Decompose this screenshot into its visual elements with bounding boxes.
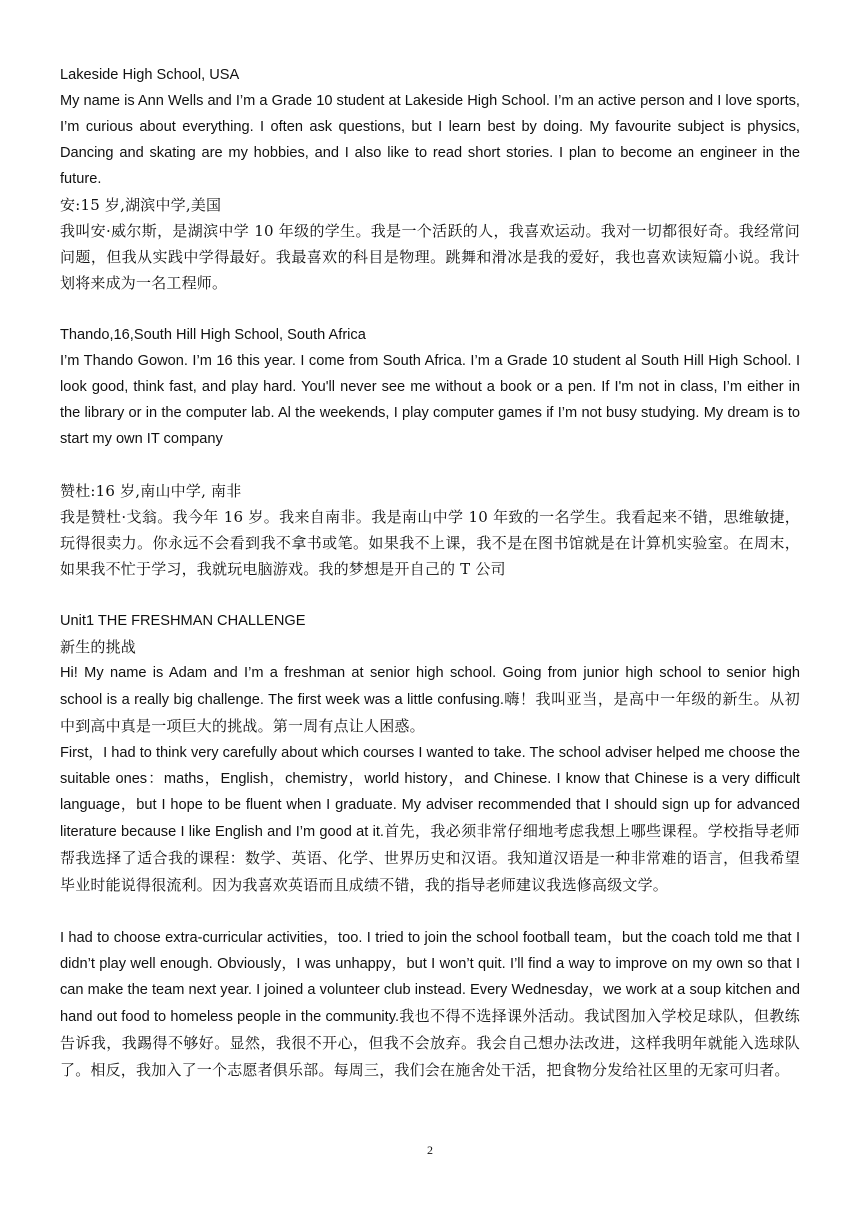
paragraph-cn: 我也不得不选择课外活动。我试图加入学校足球队，但教练告诉我，我踢得不够好。显然，我很不开心，但我不会放弃。我会自己想办法改进，这样我明年就能入选球队了。相反，我加入了一个志愿者俱乐部。每周三，我们会在施舍处干活，把食物分发给社区里的无家可归者。 (60, 1007, 800, 1079)
spacer (60, 296, 800, 322)
section-heading-cn: 安:15 岁,湖滨中学,美国 (60, 196, 222, 214)
spacer (60, 452, 800, 478)
section-heading-cn: 赞杜:16 岁,南山中学, 南非 (60, 482, 242, 500)
spacer (60, 899, 800, 925)
paragraph-cn: 嗨！我叫亚当，是高中一年级的新生。从初中到高中真是一项巨大的挑战。第一周有点让人困惑。 (60, 690, 801, 735)
unit-paragraph-3 (60, 925, 800, 1084)
unit-title: Unit1 THE FRESHMAN CHALLENGE (60, 613, 306, 629)
section-heading-en: Lakeside High School, USA (60, 67, 240, 83)
paragraph-en: First，I had to think very carefully about which courses I wanted to take. The school adviser helped me choose the suitable ones：maths，English，chemistry，world history，and Chinese. I know that Chinese is a very difficult language，but I hope to be fluent when I graduate. My adviser recommended that I should sign up for advanced literature because I like English and I’m good at it. (60, 745, 800, 840)
spacer (60, 582, 800, 608)
unit-title-cn: 新生的挑战 (60, 638, 137, 656)
section-body-en: My name is Ann Wells and I’m a Grade 10 student at Lakeside High School. I’m an active person and I love sports, I’m curious about everything. I often ask questions, but I learn best by doing. My favourite subject is physics, Dancing and skating are my hobbies, and I also like to read short stories. I plan to become an engineer in the future. (60, 93, 800, 187)
section-heading-en: Thando,16,South Hill High School, South Africa (60, 327, 366, 343)
unit-paragraph-2 (60, 740, 800, 899)
page-number: 2 (427, 1143, 433, 1157)
section-body-en: I’m Thando Gowon. I’m 16 this year. I come from South Africa. I’m a Grade 10 student al South Hill High School. I look good, think fast, and play hard. You'll never see me without a book or a pen. If I'm not in class, I’m either in the library or in the computer lab. Al the weekends, I play computer games if I’m not busy studying. My dream is to start my own IT company (60, 353, 800, 447)
unit-paragraph-1 (60, 660, 800, 740)
section-body-cn: 我是赞杜·戈翁。我今年 16 岁。我来自南非。我是南山中学 10 年致的一名学生。我看起来不错，思维敏捷，玩得很卖力。你永远不会看到我不拿书或笔。如果我不上课，我不是在图书馆就是在计算机实验室。在周末，如果我不忙于学习，我就玩电脑游戏。我的梦想是开自己的 T 公司 (60, 508, 800, 578)
paragraph-en: I had to choose extra-curricular activities，too. I tried to join the school football team，but the coach told me that I didn’t play well enough. Obviously，I was unhappy，but I won’t quit. I’ll find a way to improve on my own so that I can make the team next year. I joined a volunteer club instead. Every Wednesday，we work at a soup kitchen and hand out food to homeless people in the community. (60, 930, 800, 1025)
document-page (60, 62, 800, 1084)
paragraph-en: Hi! My name is Adam and I’m a freshman at senior high school. Going from junior high school to senior high school is a really big challenge. The first week was a little confusing. (60, 665, 800, 708)
paragraph-cn: 首先，我必须非常仔细地考虑我想上哪些课程。学校指导老师帮我选择了适合我的课程：数学、英语、化学、世界历史和汉语。我知道汉语是一种非常难的语言，但我希望毕业时能说得很流利。因为我喜欢英语而且成绩不错，我的指导老师建议我选修高级文学。 (60, 822, 800, 894)
section-body-cn: 我叫安·威尔斯，是湖滨中学 10 年级的学生。我是一个活跃的人，我喜欢运动。我对一切都很好奇。我经常问问题，但我从实践中学得最好。我最喜欢的科目是物理。跳舞和滑冰是我的爱好，我也喜欢读短篇小说。我计划将来成为一名工程师。 (60, 222, 800, 292)
